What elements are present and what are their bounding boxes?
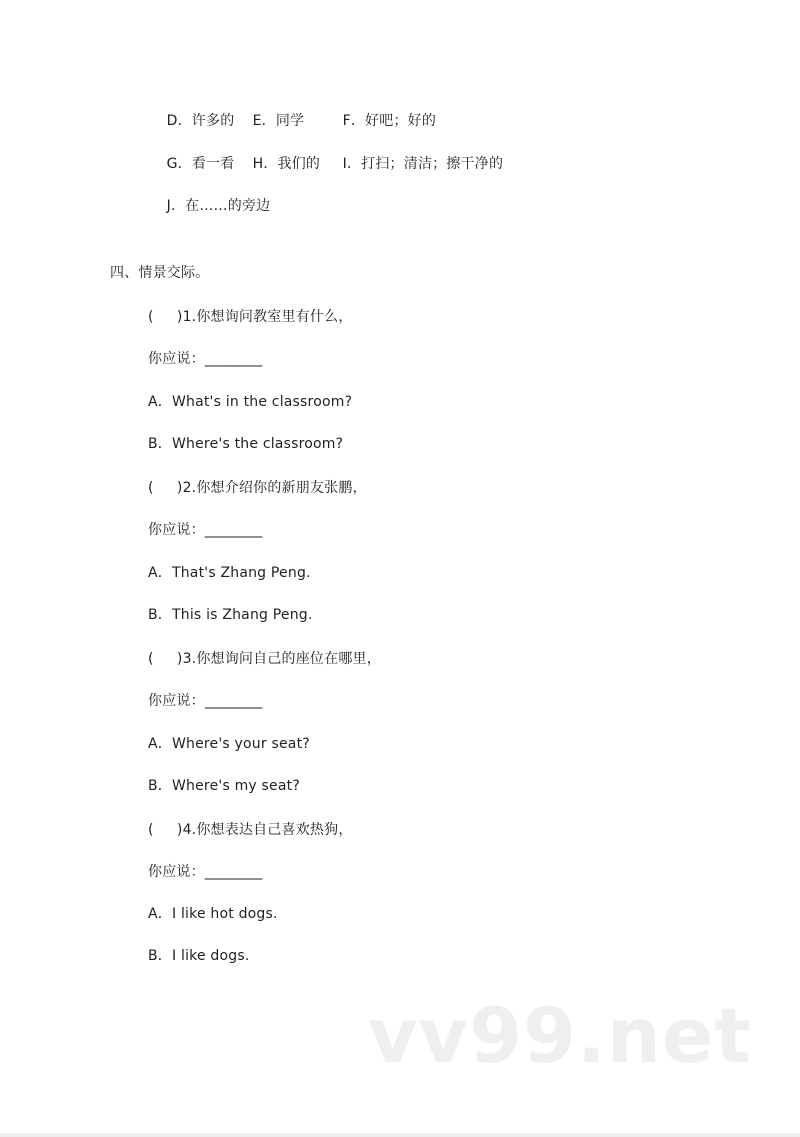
- section-title: 四、情景交际。: [110, 265, 210, 281]
- vocab-option-e: E．同学: [252, 113, 305, 129]
- question-prompt: ( )2.你想介绍你的新朋友张鹏，: [148, 480, 367, 496]
- vocab-option-d: D．许多的: [166, 113, 235, 129]
- option-b: B．Where's the classroom?: [148, 436, 344, 452]
- vocab-row-3: [148, 179, 270, 233]
- vocab-option-f: F．好吧；好的: [342, 113, 437, 129]
- option-b: B．This is Zhang Peng.: [148, 607, 313, 623]
- option-b: B．I like dogs.: [148, 948, 250, 964]
- page-bottom-edge: [0, 1133, 800, 1137]
- vocab-option-h: H．我们的: [252, 156, 321, 172]
- option-a: A．Where's your seat?: [148, 736, 310, 752]
- watermark-text: vv99.net: [368, 991, 752, 1080]
- answer-line: 你应说：________: [148, 522, 263, 538]
- question-prompt: ( )1.你想询问教室里有什么，: [148, 309, 353, 325]
- vocab-option-i: I．打扫；清洁；擦干净的: [342, 156, 504, 172]
- option-b: B．Where's my seat?: [148, 778, 300, 794]
- question-prompt: ( )4.你想表达自己喜欢热狗，: [148, 822, 353, 838]
- option-a: A．What's in the classroom?: [148, 394, 353, 410]
- answer-line: 你应说：________: [148, 864, 263, 880]
- question-prompt: ( )3.你想询问自己的座位在哪里，: [148, 651, 381, 667]
- answer-line: 你应说：________: [148, 351, 263, 367]
- option-a: A．That's Zhang Peng.: [148, 565, 311, 581]
- answer-line: 你应说：________: [148, 693, 263, 709]
- option-a: A．I like hot dogs.: [148, 906, 278, 922]
- vocab-option-g: G．看一看: [166, 156, 235, 172]
- vocab-option-j: J．在……的旁边: [166, 198, 271, 214]
